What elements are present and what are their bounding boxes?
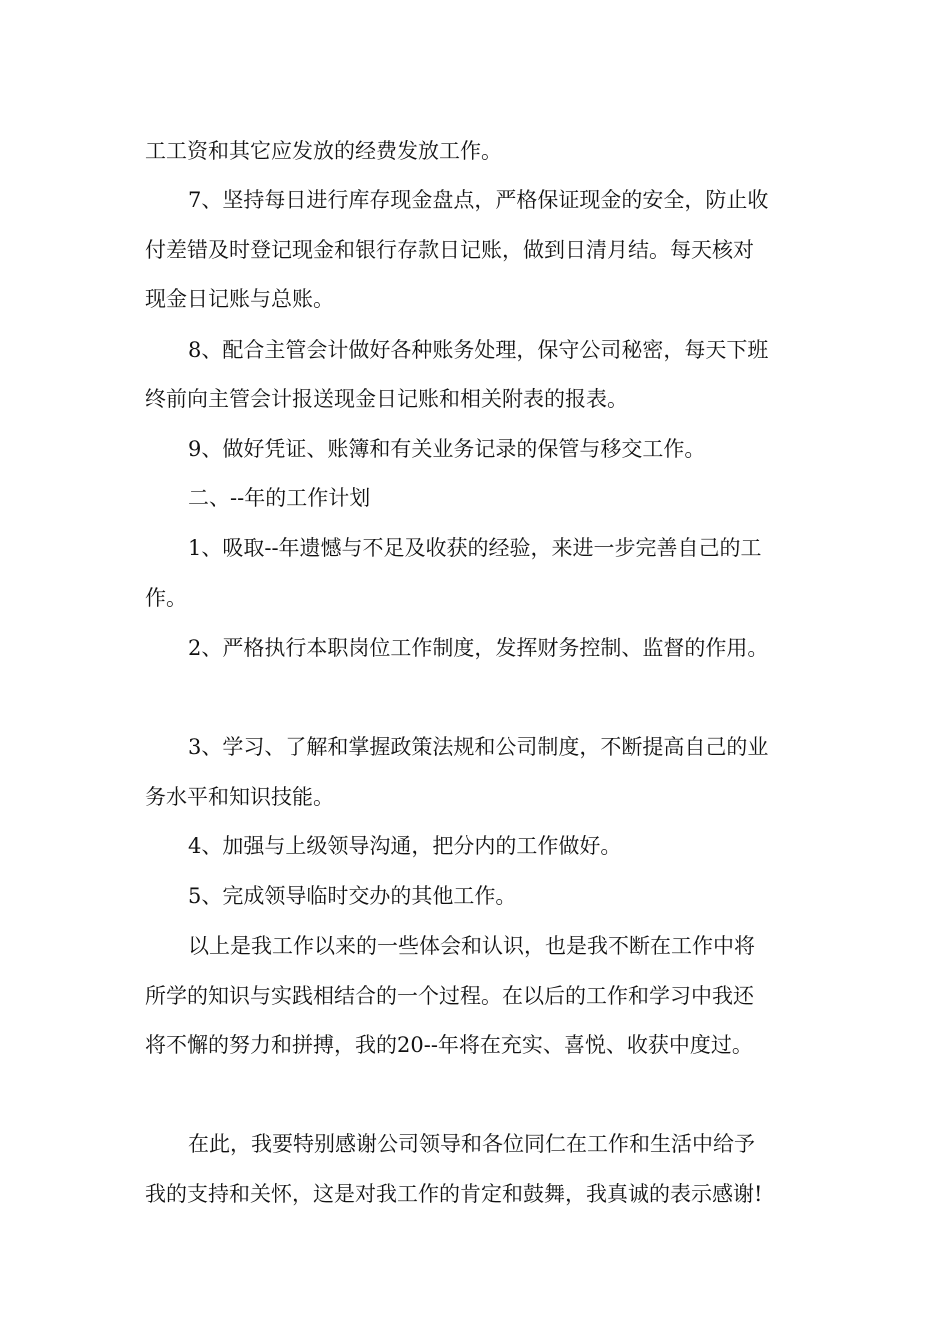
text-line: 5、完成领导临时交办的其他工作。 bbox=[188, 884, 517, 908]
text-line: 在此，我要特别感谢公司领导和各位同仁在工作和生活中给予 bbox=[188, 1132, 755, 1156]
text-line: 2、严格执行本职岗位工作制度，发挥财务控制、监督的作用。 bbox=[188, 636, 769, 660]
text-line: 将不懈的努力和拼搏，我的20--年将在充实、喜悦、收获中度过。 bbox=[145, 1033, 753, 1057]
text-line: 4、加强与上级领导沟通，把分内的工作做好。 bbox=[188, 834, 622, 858]
text-line: 工工资和其它应发放的经费发放工作。 bbox=[145, 139, 502, 163]
text-line: 所学的知识与实践相结合的一个过程。在以后的工作和学习中我还 bbox=[145, 984, 754, 1008]
text-line: 8、配合主管会计做好各种账务处理，保守公司秘密，每天下班 bbox=[188, 338, 769, 362]
text-line: 现金日记账与总账。 bbox=[145, 287, 334, 311]
text-line: 9、做好凭证、账簿和有关业务记录的保管与移交工作。 bbox=[188, 437, 706, 461]
section-heading: 二、--年的工作计划 bbox=[188, 486, 371, 510]
text-line: 作。 bbox=[145, 586, 187, 610]
text-line: 我的支持和关怀，这是对我工作的肯定和鼓舞，我真诚的表示感谢! bbox=[145, 1182, 763, 1206]
text-line: 以上是我工作以来的一些体会和认识，也是我不断在工作中将 bbox=[188, 934, 755, 958]
text-line: 务水平和知识技能。 bbox=[145, 785, 334, 809]
text-line: 7、坚持每日进行库存现金盘点，严格保证现金的安全，防止收 bbox=[188, 188, 769, 212]
text-line: 1、吸取--年遗憾与不足及收获的经验，来进一步完善自己的工 bbox=[188, 536, 762, 560]
text-line: 付差错及时登记现金和银行存款日记账，做到日清月结。每天核对 bbox=[145, 238, 754, 262]
text-line: 3、学习、了解和掌握政策法规和公司制度，不断提高自己的业 bbox=[188, 735, 769, 759]
text-line: 终前向主管会计报送现金日记账和相关附表的报表。 bbox=[145, 387, 628, 411]
